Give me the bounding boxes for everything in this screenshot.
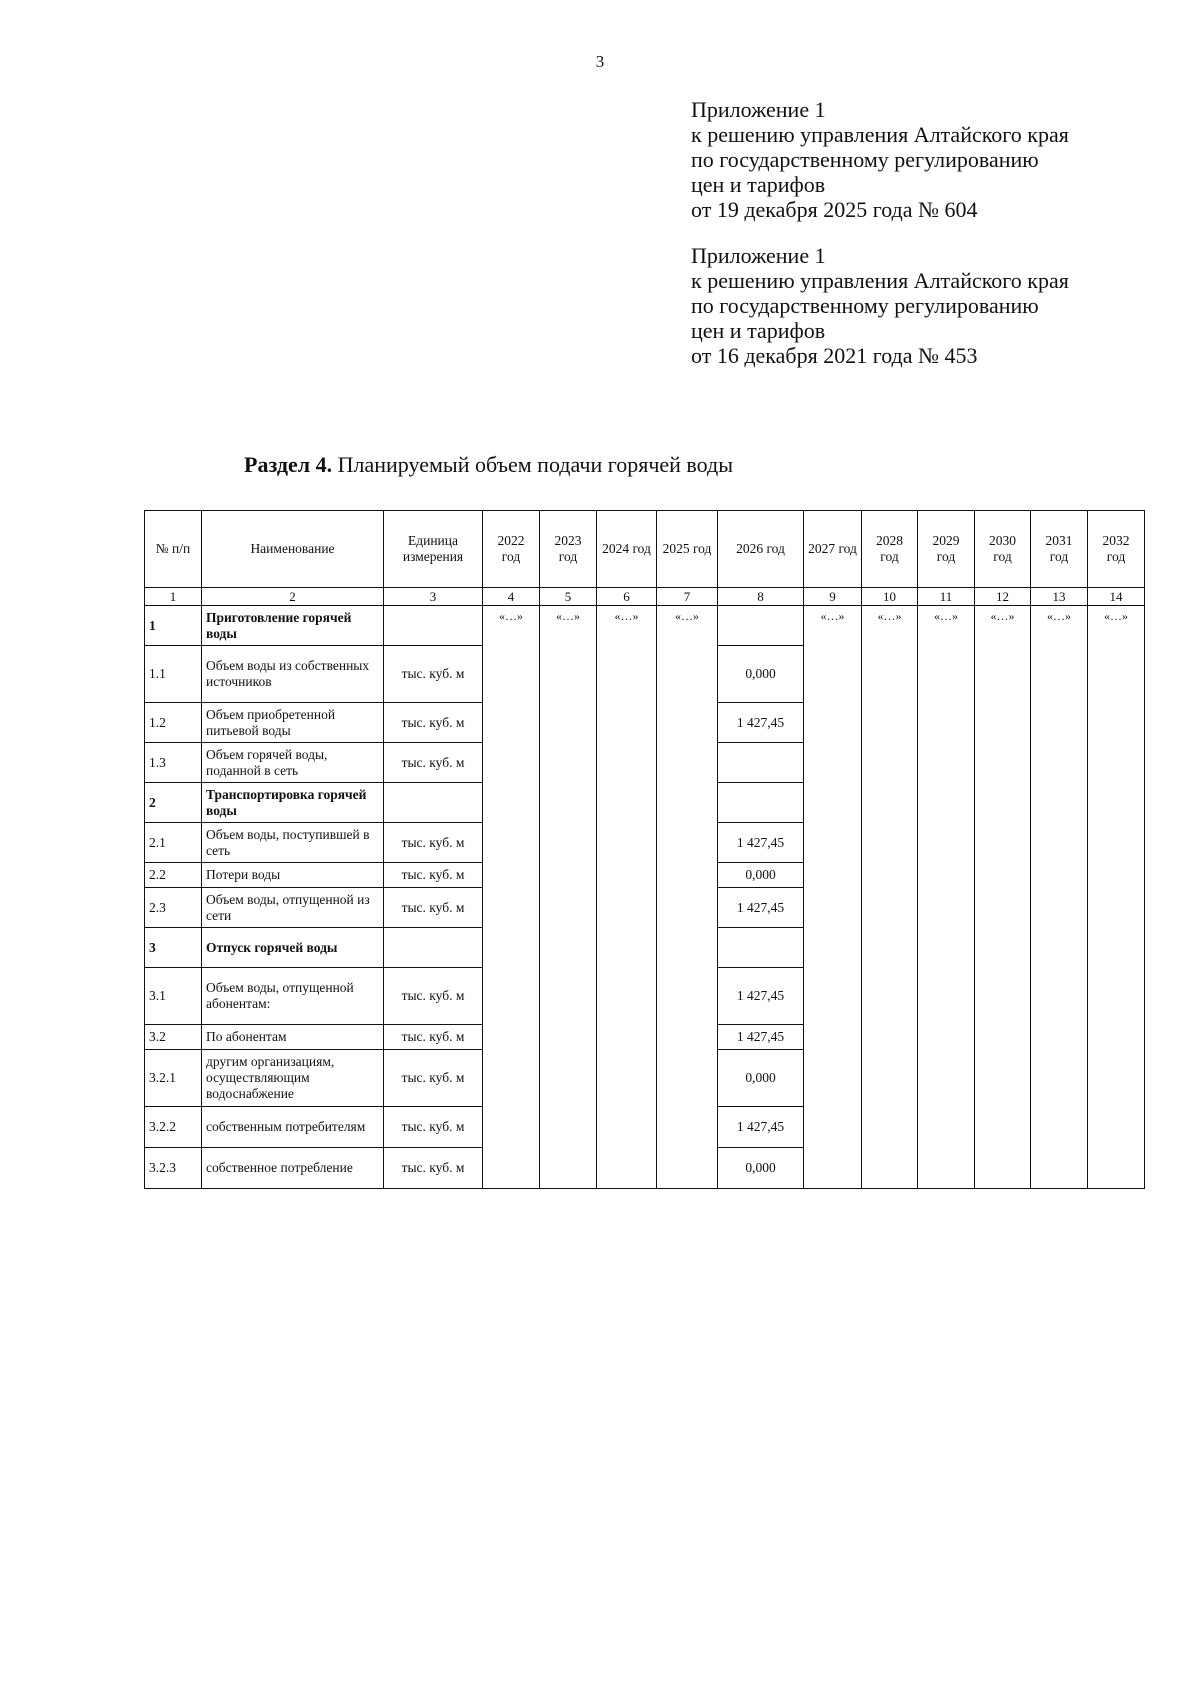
value-2026 — [718, 783, 804, 823]
value-2026: 1 427,45 — [718, 968, 804, 1025]
row-name: Объем воды, отпущенной из сети — [202, 888, 384, 928]
row-number: 3.2.3 — [145, 1148, 202, 1189]
row-unit — [384, 928, 483, 968]
header-2030: 2030 год — [975, 511, 1031, 588]
row-unit: тыс. куб. м — [384, 1148, 483, 1189]
row-number: 3.2.2 — [145, 1107, 202, 1148]
row-unit: тыс. куб. м — [384, 863, 483, 888]
year-value-ellipsis: «…» — [1031, 606, 1088, 1189]
row-number: 2.1 — [145, 823, 202, 863]
column-number: 3 — [384, 588, 483, 606]
hot-water-volume-table — [144, 510, 1145, 1189]
year-value-ellipsis: «…» — [804, 606, 862, 1189]
appendix-line: Приложение 1 — [691, 243, 826, 268]
row-unit: тыс. куб. м — [384, 646, 483, 703]
header-2024: 2024 год — [597, 511, 657, 588]
row-name: Объем приобретенной питьевой воды — [202, 703, 384, 743]
header-2022: 2022 год — [483, 511, 540, 588]
year-value-ellipsis: «…» — [540, 606, 597, 1189]
column-number: 6 — [597, 588, 657, 606]
value-2026: 0,000 — [718, 646, 804, 703]
section-label: Раздел 4. — [244, 452, 333, 477]
value-2026: 1 427,45 — [718, 823, 804, 863]
row-number: 3 — [145, 928, 202, 968]
row-number: 1.2 — [145, 703, 202, 743]
header-num: № п/п — [145, 511, 202, 588]
value-2026: 1 427,45 — [718, 1025, 804, 1050]
column-number: 8 — [718, 588, 804, 606]
appendix-line: к решению управления Алтайского края — [691, 268, 1069, 293]
appendix-original — [691, 243, 1069, 368]
row-name: Транспортировка горячей воды — [202, 783, 384, 823]
year-value-ellipsis: «…» — [657, 606, 718, 1189]
section-title — [244, 452, 733, 478]
appendix-line: по государственному регулированию — [691, 293, 1039, 318]
row-number: 1.3 — [145, 743, 202, 783]
header-2023: 2023 год — [540, 511, 597, 588]
appendix-date: от 16 декабря 2021 года № 453 — [691, 343, 978, 368]
table-row — [145, 606, 1145, 646]
row-name: собственным потребителям — [202, 1107, 384, 1148]
column-number-row — [145, 588, 1145, 606]
value-2026: 0,000 — [718, 1050, 804, 1107]
appendix-line: по государственному регулированию — [691, 147, 1039, 172]
header-2031: 2031 год — [1031, 511, 1088, 588]
appendix-current — [691, 97, 1069, 222]
row-unit: тыс. куб. м — [384, 1107, 483, 1148]
year-value-ellipsis: «…» — [597, 606, 657, 1189]
row-name: Потери воды — [202, 863, 384, 888]
row-name: Объем воды из собственных источников — [202, 646, 384, 703]
row-number: 1 — [145, 606, 202, 646]
row-name: другим организациям, осуществляющим водоснабжение — [202, 1050, 384, 1107]
appendix-line: Приложение 1 — [691, 97, 826, 122]
row-name: Объем горячей воды, поданной в сеть — [202, 743, 384, 783]
column-number: 11 — [918, 588, 975, 606]
table-header-row — [145, 511, 1145, 588]
row-number: 3.2 — [145, 1025, 202, 1050]
appendix-line: цен и тарифов — [691, 172, 826, 197]
row-number: 2.2 — [145, 863, 202, 888]
row-number: 2.3 — [145, 888, 202, 928]
column-number: 12 — [975, 588, 1031, 606]
row-name: Объем воды, отпущенной абонентам: — [202, 968, 384, 1025]
header-name: Наименование — [202, 511, 384, 588]
value-2026: 1 427,45 — [718, 888, 804, 928]
column-number: 13 — [1031, 588, 1088, 606]
appendix-date: от 19 декабря 2025 года № 604 — [691, 197, 978, 222]
column-number: 5 — [540, 588, 597, 606]
row-number: 3.2.1 — [145, 1050, 202, 1107]
header-2025: 2025 год — [657, 511, 718, 588]
row-name: Объем воды, поступившей в сеть — [202, 823, 384, 863]
value-2026: 0,000 — [718, 863, 804, 888]
column-number: 7 — [657, 588, 718, 606]
year-value-ellipsis: «…» — [862, 606, 918, 1189]
value-2026: 1 427,45 — [718, 703, 804, 743]
page-number: 3 — [595, 52, 605, 71]
appendix-line: к решению управления Алтайского края — [691, 122, 1069, 147]
row-unit: тыс. куб. м — [384, 703, 483, 743]
header-2032: 2032 год — [1088, 511, 1145, 588]
row-number: 1.1 — [145, 646, 202, 703]
row-unit: тыс. куб. м — [384, 823, 483, 863]
row-unit: тыс. куб. м — [384, 743, 483, 783]
column-number: 14 — [1088, 588, 1145, 606]
column-number: 4 — [483, 588, 540, 606]
year-value-ellipsis: «…» — [483, 606, 540, 1189]
year-value-ellipsis: «…» — [918, 606, 975, 1189]
value-2026: 1 427,45 — [718, 1107, 804, 1148]
row-unit — [384, 606, 483, 646]
header-2028: 2028 год — [862, 511, 918, 588]
value-2026 — [718, 743, 804, 783]
year-value-ellipsis: «…» — [1088, 606, 1145, 1189]
row-name: собственное потребление — [202, 1148, 384, 1189]
value-2026: 0,000 — [718, 1148, 804, 1189]
row-name: Отпуск горячей воды — [202, 928, 384, 968]
row-unit: тыс. куб. м — [384, 888, 483, 928]
header-2026: 2026 год — [718, 511, 804, 588]
section-title-text: Планируемый объем подачи горячей воды — [337, 452, 734, 477]
value-2026 — [718, 606, 804, 646]
value-2026 — [718, 928, 804, 968]
row-unit: тыс. куб. м — [384, 968, 483, 1025]
row-name: Приготовление горячей воды — [202, 606, 384, 646]
row-unit: тыс. куб. м — [384, 1050, 483, 1107]
column-number: 10 — [862, 588, 918, 606]
row-number: 3.1 — [145, 968, 202, 1025]
row-unit: тыс. куб. м — [384, 1025, 483, 1050]
row-name: По абонентам — [202, 1025, 384, 1050]
year-value-ellipsis: «…» — [975, 606, 1031, 1189]
header-2029: 2029 год — [918, 511, 975, 588]
header-unit: Единица измерения — [384, 511, 483, 588]
header-2027: 2027 год — [804, 511, 862, 588]
appendix-line: цен и тарифов — [691, 318, 826, 343]
row-number: 2 — [145, 783, 202, 823]
column-number: 1 — [145, 588, 202, 606]
column-number: 9 — [804, 588, 862, 606]
row-unit — [384, 783, 483, 823]
column-number: 2 — [202, 588, 384, 606]
